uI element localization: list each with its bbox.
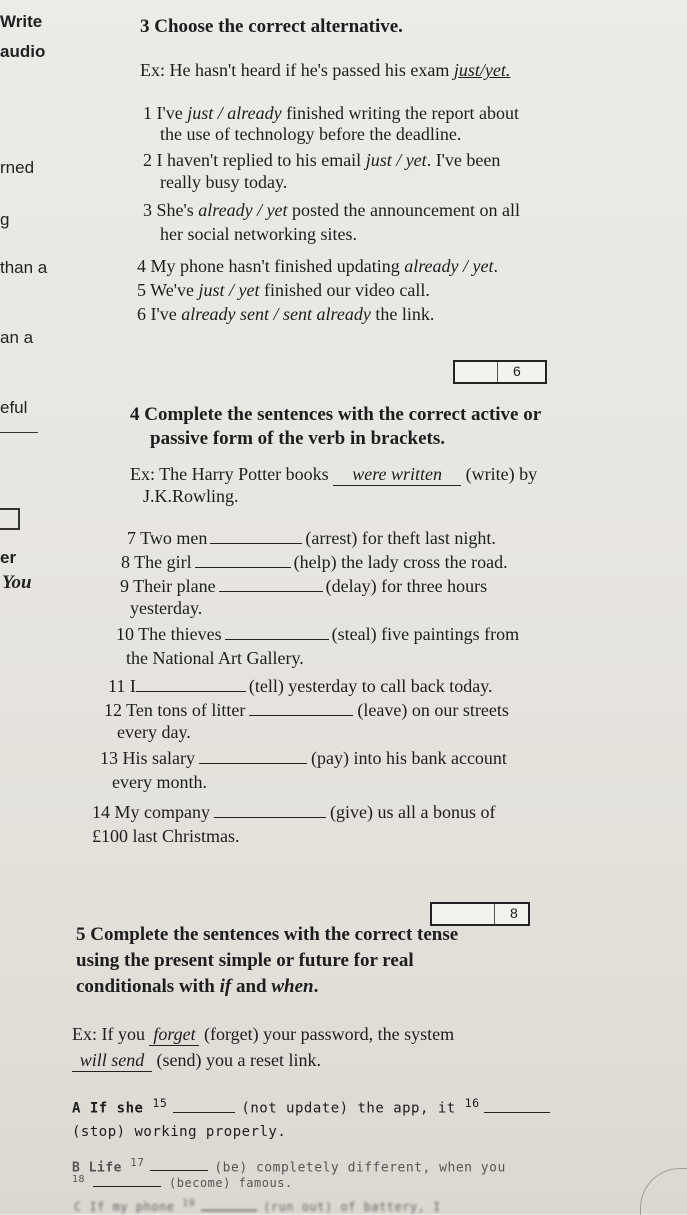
section-5-heading: 5 Complete the sentences with the correct tense <box>76 924 459 945</box>
answer-blank-8[interactable] <box>195 566 291 568</box>
item-14-cont: £100 last Christmas. <box>92 826 240 846</box>
item-9: 9 Their plane (delay) for three hours <box>120 576 488 596</box>
page-curl <box>640 1168 687 1215</box>
answer-blank-19[interactable] <box>201 1209 257 1211</box>
margin-fragment-than: than a <box>0 258 48 277</box>
score-box-section-4 <box>430 902 530 926</box>
answer-blank-10[interactable] <box>225 638 329 640</box>
item-6: 6 I've already sent / sent already the link. <box>137 304 435 324</box>
answer-blank-7[interactable] <box>210 542 302 544</box>
item-a: A If she $^{15}$ (not update) the app, it $^{16}$ <box>72 1096 550 1117</box>
section-4-heading-cont: passive form of the verb in brackets. <box>150 428 445 449</box>
example-answer-will-send: will send <box>72 1050 152 1072</box>
item-14: 14 My company (give) us all a bonus of <box>92 802 496 822</box>
score-total: 8 <box>510 905 518 921</box>
score-total: 6 <box>513 363 521 379</box>
example-answer-yet: just/yet. <box>453 60 511 80</box>
example-answer-were-written: were written <box>333 464 461 486</box>
item-b: B Life $^{17}$ (be) completely different, when you <box>72 1156 506 1176</box>
item-8: 8 The girl (help) the lady cross the road. <box>121 552 508 572</box>
answer-blank-13[interactable] <box>199 762 307 764</box>
section-5-heading-cont-1: using the present simple or future for real <box>76 950 414 971</box>
section-4-example: Ex: The Harry Potter books were written (write) by <box>130 464 538 484</box>
margin-fragment-er: er <box>0 548 17 567</box>
section-4-heading: 4 Complete the sentences with the correct active or <box>130 404 542 425</box>
item-5: 5 We've just / yet finished our video call. <box>137 280 430 300</box>
item-11: 11 I (tell) yesterday to call back today. <box>108 676 493 696</box>
answer-blank-18[interactable] <box>93 1185 161 1187</box>
answer-blank-9[interactable] <box>219 590 323 592</box>
item-13-cont: every month. <box>112 772 207 792</box>
section-5-example-cont: will send (send) you a reset link. <box>72 1050 321 1072</box>
example-answer-forget: forget <box>149 1024 199 1046</box>
answer-blank-11[interactable] <box>136 690 246 692</box>
margin-fragment-g: g <box>0 210 10 229</box>
answer-blank-14[interactable] <box>214 816 326 818</box>
item-1: 1 I've just / already finished writing the report about <box>143 103 520 123</box>
item-12-cont: every day. <box>117 722 191 742</box>
margin-fragment-audio: audio <box>0 42 46 61</box>
section-3-example: Ex: He hasn't heard if he's passed his exam just/yet. <box>140 60 511 80</box>
answer-blank-12[interactable] <box>249 714 353 716</box>
margin-fragment-eful: eful <box>0 398 28 417</box>
margin-fragment-write: Write <box>0 12 43 31</box>
margin-box <box>0 508 20 530</box>
margin-fragment-an: an a <box>0 328 34 347</box>
section-5-heading-cont-2: conditionals with if and when. <box>76 976 319 997</box>
item-a-cont: (stop) working properly. <box>72 1124 287 1140</box>
section-4-example-cont: J.K.Rowling. <box>143 486 239 506</box>
item-12: 12 Ten tons of litter (leave) on our streets <box>104 700 509 720</box>
item-9-cont: yesterday. <box>130 598 203 618</box>
item-2-cont: really busy today. <box>160 172 288 192</box>
section-3-heading: 3 Choose the correct alternative. <box>140 16 403 37</box>
item-1-cont: the use of technology before the deadline. <box>160 124 462 144</box>
item-10: 10 The thieves (steal) five paintings from <box>116 624 520 644</box>
item-7: 7 Two men (arrest) for theft last night. <box>127 528 496 548</box>
section-5-example: Ex: If you forget (forget) your password, the system <box>72 1024 455 1044</box>
margin-fragment-you: You <box>2 572 32 593</box>
item-4: 4 My phone hasn't finished updating already / yet. <box>137 256 499 276</box>
item-10-cont: the National Art Gallery. <box>126 648 304 668</box>
margin-fragment-rned: rned <box>0 158 35 177</box>
score-box-section-3 <box>453 360 547 384</box>
answer-blank-17[interactable] <box>150 1169 208 1171</box>
item-2: 2 I haven't replied to his email just / yet. I've been <box>143 150 501 170</box>
margin-underline <box>0 432 38 433</box>
item-b-cont: $^{18}$ (become) famous. <box>72 1174 293 1190</box>
answer-blank-16[interactable] <box>484 1111 550 1113</box>
answer-blank-15[interactable] <box>173 1111 235 1113</box>
item-3: 3 She's already / yet posted the announcement on all <box>143 200 520 220</box>
item-3-cont: her social networking sites. <box>160 224 357 244</box>
item-13: 13 His salary (pay) into his bank account <box>100 748 507 768</box>
item-c: C If my phone $^{19}$ (run out) of battery, I <box>74 1198 441 1214</box>
